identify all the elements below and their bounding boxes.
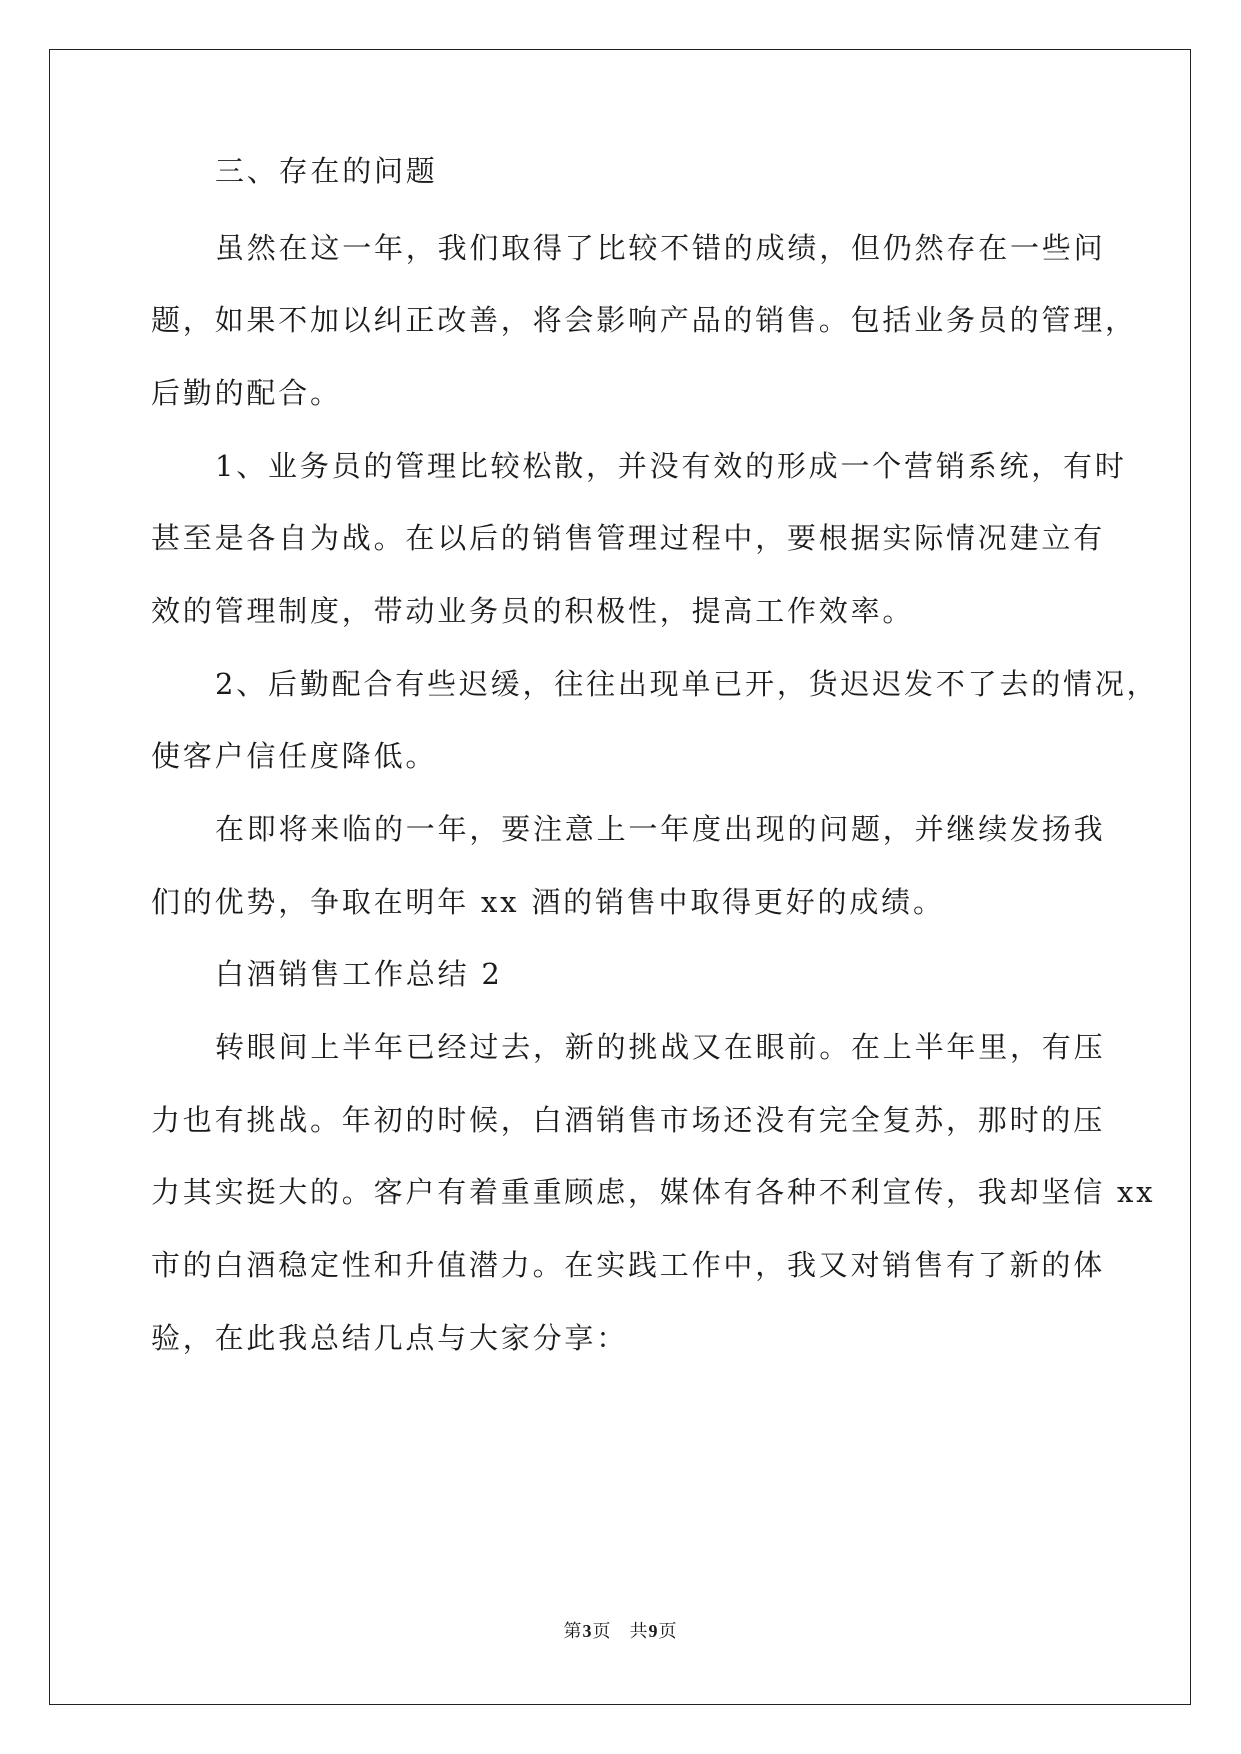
section-title: 白酒销售工作总结 2 (215, 957, 503, 991)
page-unit: 页 (592, 1621, 612, 1642)
paragraph-line: 力其实挺大的。客户有着重重顾虑，媒体有各种不利宣传，我却坚信 xx (151, 1175, 1156, 1209)
total-page-number: 9 (648, 1621, 659, 1641)
paragraph-line: 1、业务员的管理比较松散，并没有效的形成一个营销系统，有时 (215, 449, 1127, 483)
paragraph-line: 效的管理制度，带动业务员的积极性，提高工作效率。 (151, 594, 915, 628)
page-prefix: 第 (563, 1621, 583, 1642)
current-page-number: 3 (582, 1621, 593, 1641)
paragraph-line: 验，在此我总结几点与大家分享： (151, 1321, 629, 1355)
paragraph-line: 在即将来临的一年，要注意上一年度出现的问题，并继续发扬我 (215, 812, 1106, 846)
total-unit: 页 (658, 1621, 678, 1642)
paragraph-line: 2、后勤配合有些迟缓，往往出现单已开，货迟迟发不了去的情况， (215, 667, 1159, 701)
paragraph-line: 题，如果不加以纠正改善，将会影响产品的销售。包括业务员的管理， (151, 303, 1137, 337)
total-prefix: 共 (629, 1621, 649, 1642)
paragraph-line: 使客户信任度降低。 (151, 739, 438, 773)
paragraph-line: 们的优势，争取在明年 xx 酒的销售中取得更好的成绩。 (151, 885, 945, 919)
paragraph-line: 转眼间上半年已经过去，新的挑战又在眼前。在上半年里，有压 (215, 1030, 1106, 1064)
section-heading: 三、存在的问题 (215, 154, 438, 188)
paragraph-line: 后勤的配合。 (151, 376, 342, 410)
page-footer (0, 1619, 1241, 1644)
paragraph-line: 市的白酒稳定性和升值潜力。在实践工作中，我又对销售有了新的体 (151, 1248, 1106, 1282)
paragraph-line: 力也有挑战。年初的时候，白酒销售市场还没有完全复苏，那时的压 (151, 1103, 1106, 1137)
page-border (49, 49, 1191, 1705)
paragraph-line: 虽然在这一年，我们取得了比较不错的成绩，但仍然存在一些问 (215, 231, 1106, 265)
paragraph-line: 甚至是各自为战。在以后的销售管理过程中，要根据实际情况建立有 (151, 521, 1106, 555)
